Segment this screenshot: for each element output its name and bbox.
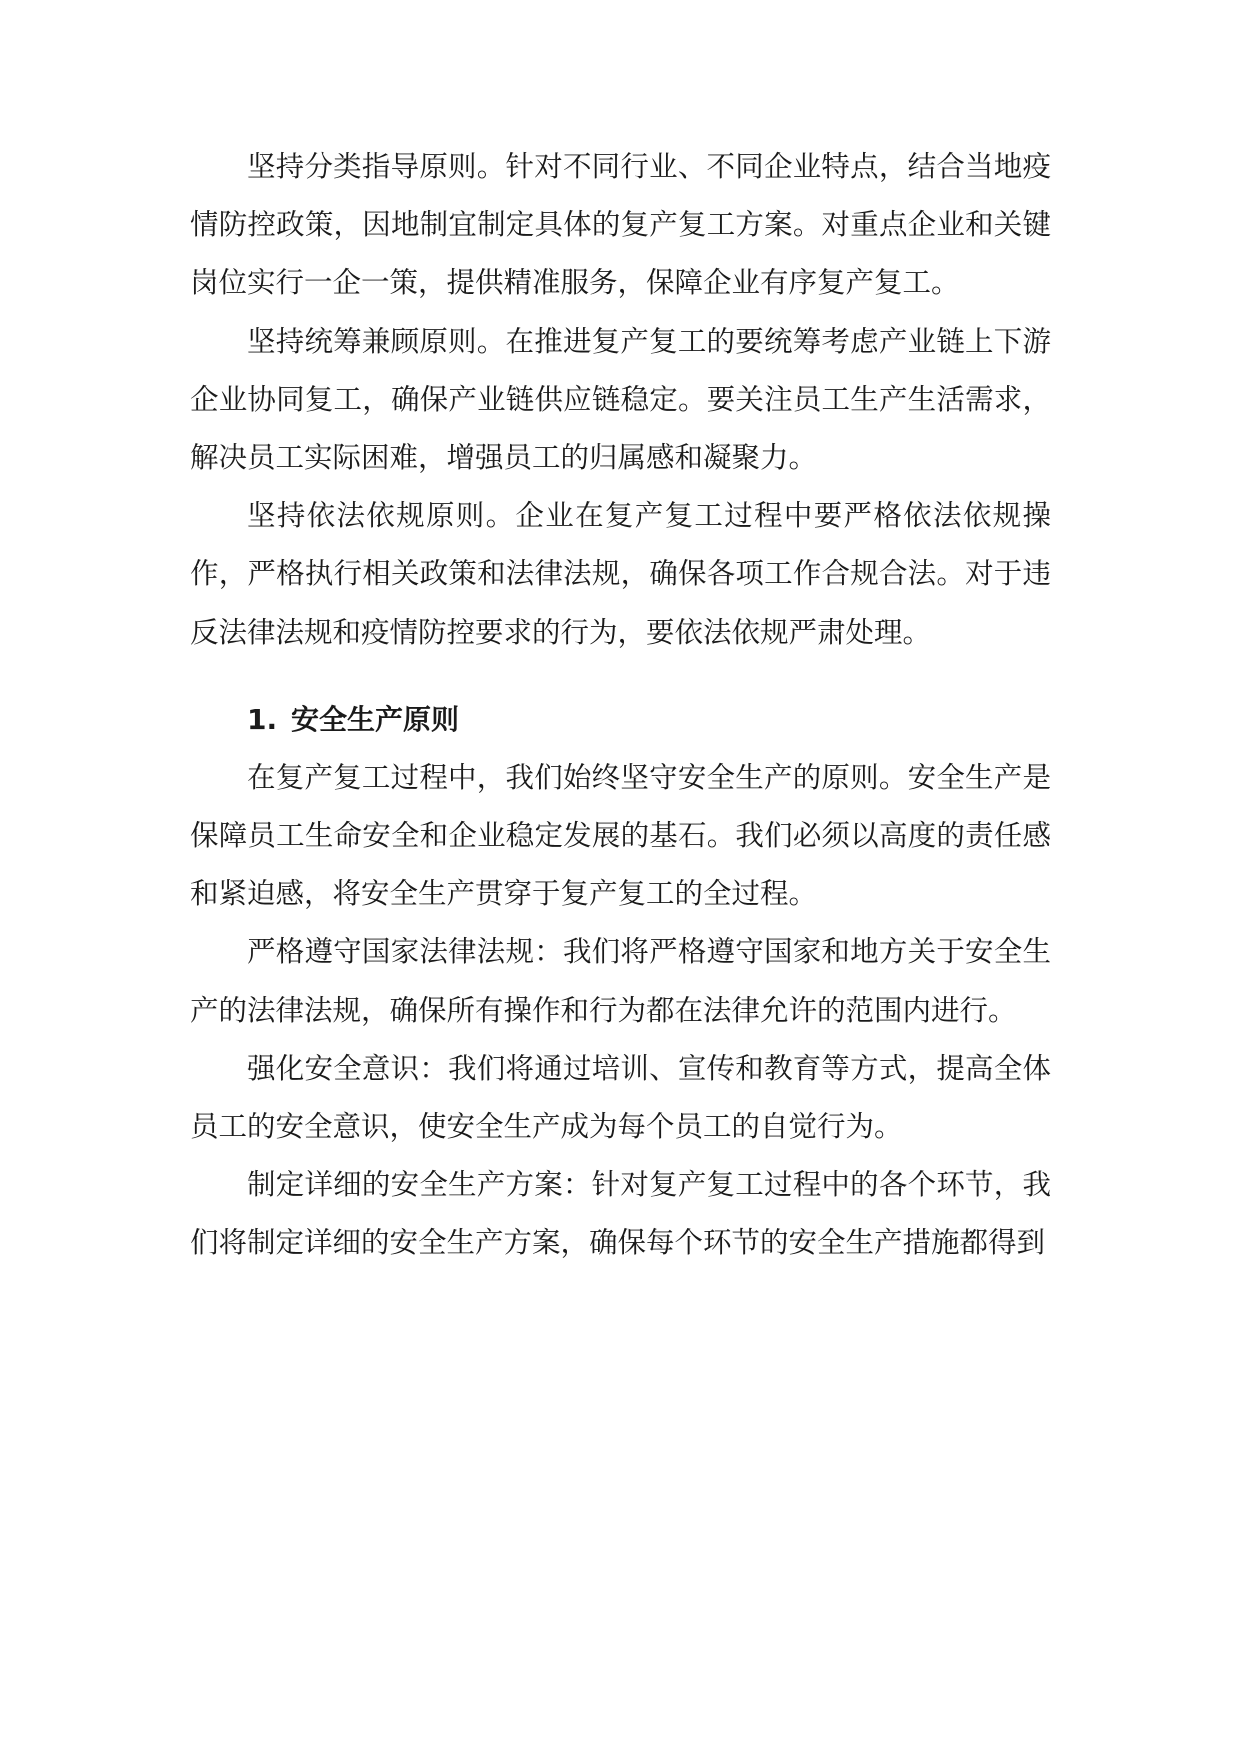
paragraph-safety-intro: 在复产复工过程中，我们始终坚守安全生产的原则。安全生产是保障员工生命安全和企业稳定发展的基石。我们必须以高度的责任感和紧迫感，将安全生产贯穿于复产复工的全过程。 bbox=[190, 760, 1051, 911]
paragraph-classified-guidance: 坚持分类指导原则。针对不同行业、不同企业特点，结合当地疫情防控政策，因地制宜制定具体的复产复工方案。对重点企业和关键岗位实行一企一策，提供精准服务，保障企业有序复产复工。 bbox=[190, 150, 1051, 300]
paragraph-follow-laws: 严格遵守国家法律法规：我们将严格遵守国家和地方关于安全生产的法律法规，确保所有操作和行为都在法律允许的范围内进行。 bbox=[190, 935, 1051, 1027]
document-body bbox=[190, 138, 1051, 1273]
paragraph-overall-planning: 坚持统筹兼顾原则。在推进复产复工的要统筹考虑产业链上下游企业协同复工，确保产业链供应链稳定。要关注员工生产生活需求，解决员工实际困难，增强员工的归属感和凝聚力。 bbox=[190, 324, 1051, 475]
section-heading bbox=[190, 691, 1051, 749]
paragraph-legal-compliance: 坚持依法依规原则。企业在复产复工过程中要严格依法依规操作，严格执行相关政策和法律法规，确保各项工作合规合法。对于违反法律法规和疫情防控要求的行为，要依法依规严肃处理。 bbox=[190, 499, 1051, 649]
section-number: 1. bbox=[247, 702, 278, 736]
paragraph-safety-awareness: 强化安全意识：我们将通过培训、宣传和教育等方式，提高全体员工的安全意识，使安全生产成为每个员工的自觉行为。 bbox=[190, 1051, 1051, 1144]
paragraph-safety-plan: 制定详细的安全生产方案：针对复产复工过程中的各个环节，我们将制定详细的安全生产方案，确保每个环节的安全生产措施都得到 bbox=[190, 1168, 1051, 1260]
section-title: 安全生产原则 bbox=[291, 702, 460, 736]
